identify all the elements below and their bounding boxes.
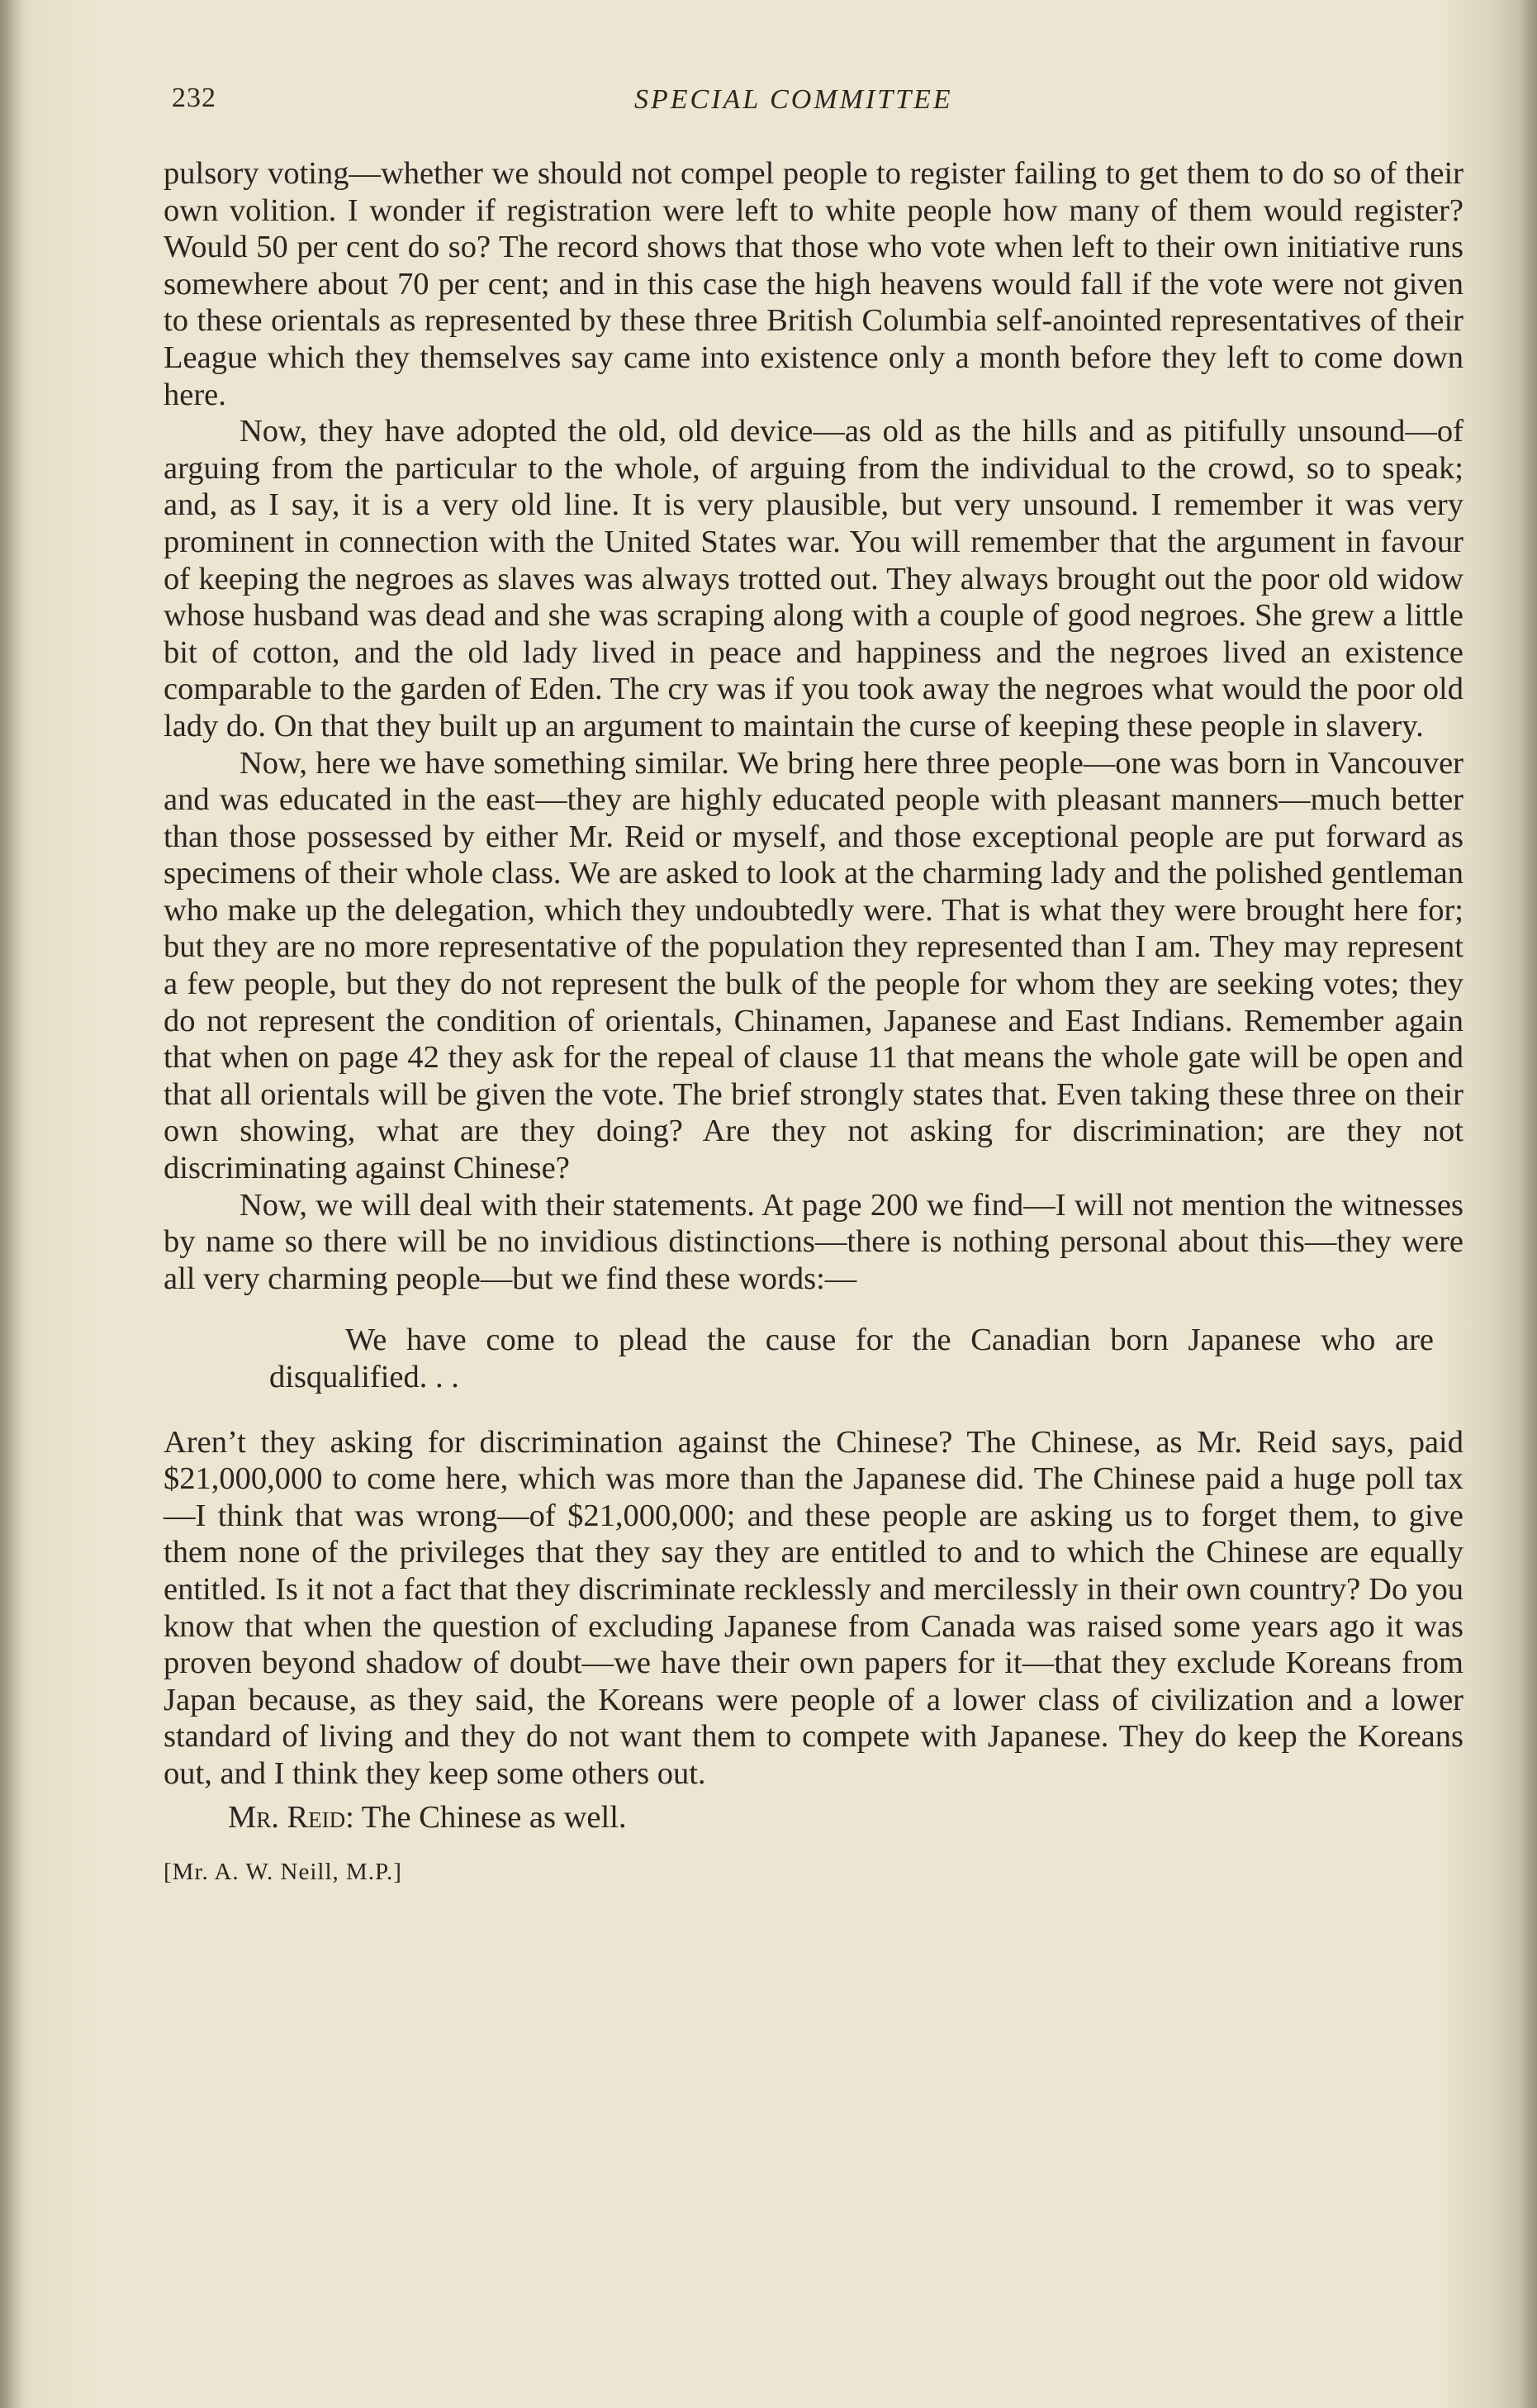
page-edge-shadow	[1519, 0, 1537, 2408]
paragraph: Now, they have adopted the old, old device—as old as the hills and as pitifully unsound—of arguing from the particular to the whole, of arguing from the individual to the crowd, so to speak; and, as I say, it is a very old line. It is very plausible, but very unsound. I remember it was very prominent in connection with the United States war. You will remember that the argument in favour of keeping the negroes as slaves was always trotted out. They always brought out the poor old widow whose husband was dead and she was scraping along with a couple of good negroes. She grew a little bit of cotton, and the old lady lived in peace and happiness and the negroes lived an existence comparable to the garden of Eden. The cry was if you took away the negroes what would the poor old lady do. On that they built up an argument to maintain the curse of keeping these people in slavery.	[164, 414, 1463, 743]
spine-shadow	[0, 0, 25, 2408]
speaker-text: The Chinese as well.	[353, 1799, 627, 1835]
paragraph-continued: pulsory voting—whether we should not compel people to register failing to get them to do so of their own volition. I wonder if registration were left to white people how many of them would register? Would 50 per cent do so? The record shows that those who vote when left to their own initiative runs somewhere about 70 per cent; and in this case the high heavens would fall if the vote were not given to these orientals as represented by these three British Columbia self-anointed representatives of their League which they themselves say came into existence only a month before they left to come down here.	[164, 156, 1463, 412]
paragraph: Now, we will deal with their statements. At page 200 we find—I will not mention the witnesses by name so there will be no invidious distinctions—there is nothing personal about this—they were all very charming people—but we find these words:—	[164, 1187, 1463, 1296]
paragraph: Now, here we have something similar. We bring here three people—one was born in Vancouver and was educated in the east—they are highly educated people with pleasant manners—much better than those possessed by either Mr. Reid or myself, and those exceptional people are put forward as specimens of their whole class. We are asked to look at the charming lady and the polished gentleman who make up the delegation, which they undoubtedly were. That is what they were brought here for; but they are no more representative of the population they represented than I am. They may represent a few people, but they do not represent the bulk of the people for whom they are seeking votes; they do not represent the condition of orientals, Chinamen, Japanese and East Indians. Remember again that when on page 42 they ask for the repeal of clause 11 that means the whole gate will be open and that all orientals will be given the vote. The brief strongly states that. Even taking these three on their own showing, what are they doing? Are they not asking for discrimination; are they not discriminating against Chinese?	[164, 745, 1463, 1186]
speaker-line	[164, 1799, 1463, 1836]
speaker-name: Mr. Reid:	[228, 1799, 354, 1835]
paragraph: Aren’t they asking for discrimination against the Chinese? The Chinese, as Mr. Reid says, paid $21,000,000 to come here, which was more than the Japanese did. The Chinese paid a huge poll tax—I think that was wrong—of $21,000,000; and these people are asking us to forget them, to give them none of the privileges that they say they are entitled to and to which the Chinese are equally entitled. Is it not a fact that they discriminate recklessly and mercilessly in their own country? Do you know that when the question of excluding Japanese from Canada was raised some years ago it was proven beyond shadow of doubt—we have their own papers for it—that they exclude Koreans from Japan because, as they said, the Koreans were people of a lower class of civilization and a lower standard of living and they do not want them to compete with Japanese. They do keep the Koreans out, and I think they keep some others out.	[164, 1424, 1463, 1791]
block-quote: We have come to plead the cause for the Canadian born Japanese who are disqualified. . .	[269, 1323, 1434, 1394]
page-number: 232	[172, 83, 216, 113]
running-header	[172, 83, 1460, 124]
body-text	[164, 155, 1463, 1891]
speaker-attribution: [Mr. A. W. Neill, M.P.]	[164, 1859, 402, 1886]
running-title: SPECIAL COMMITTEE	[634, 84, 953, 115]
